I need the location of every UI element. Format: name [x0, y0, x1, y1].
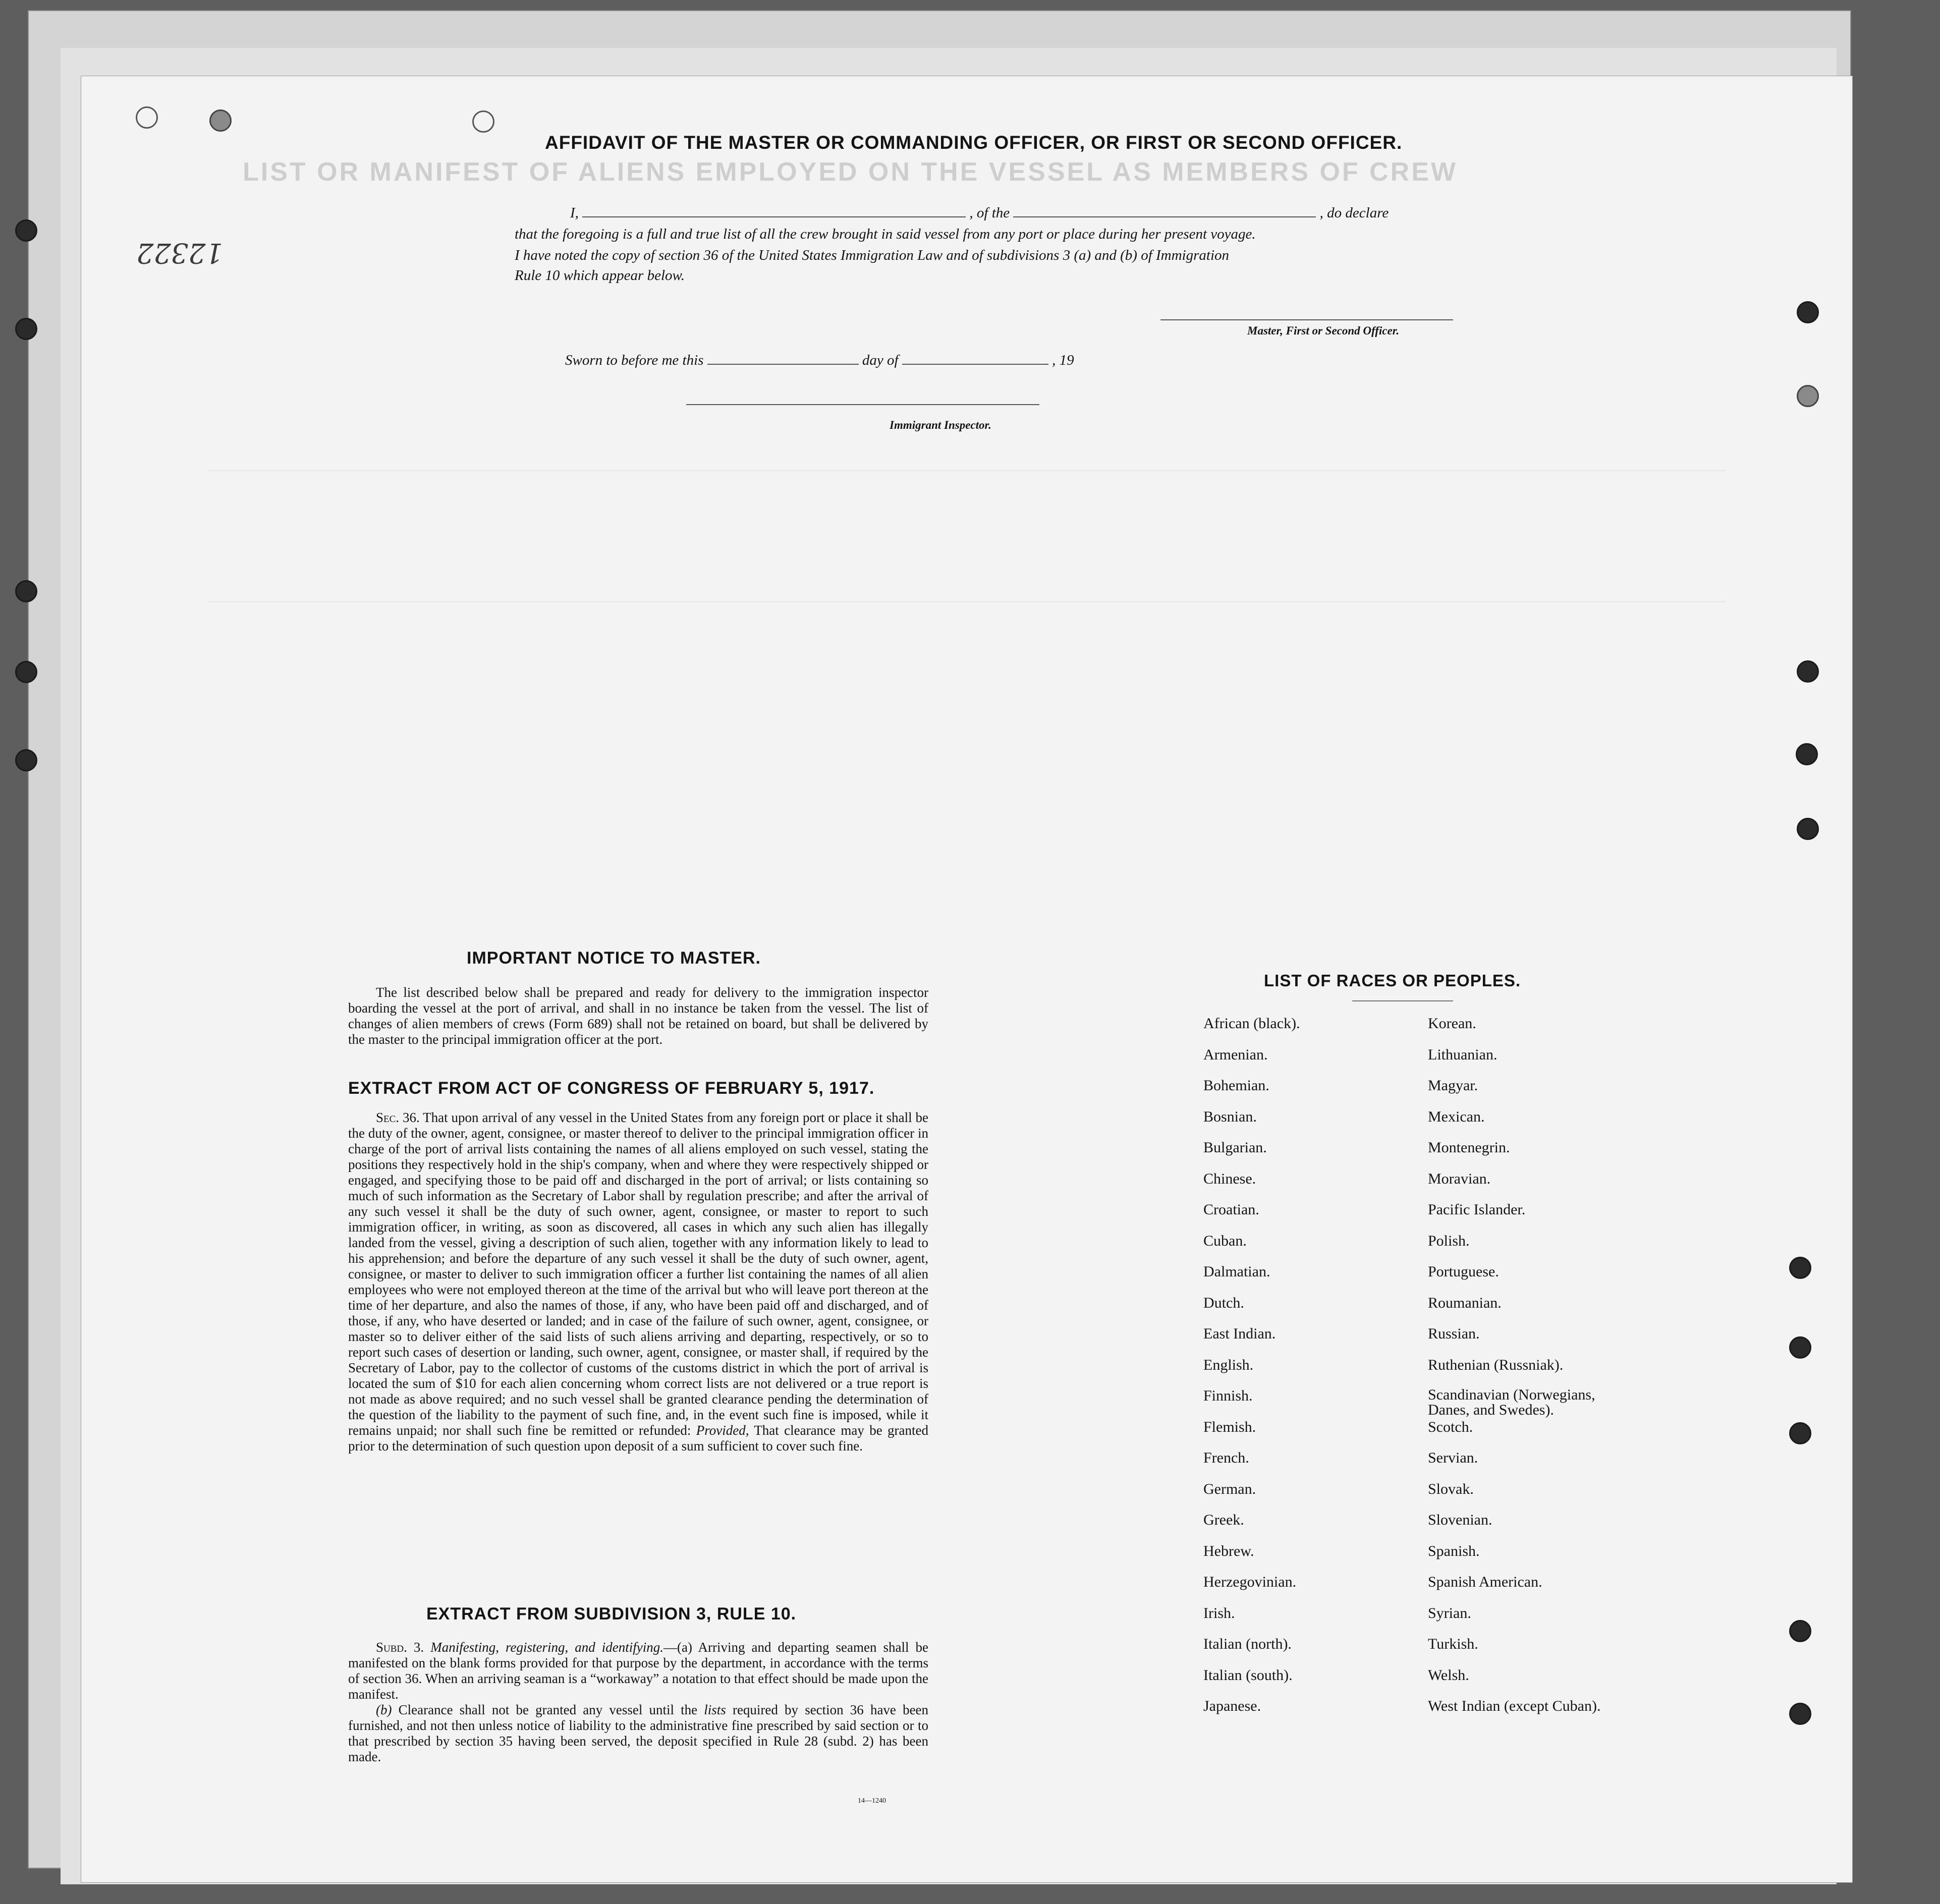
binder-hole-icon [15, 219, 37, 242]
race-item: Dalmatian. [1203, 1263, 1270, 1280]
paragraph-b-part2: required by section 36 have been furnished, and not then unless notice of liability to the administrative fine prescribed by said section or to that prescribed by section 35 having been served, the deposit specified in Rule 28 (subd. 2) has been made. [348, 1702, 929, 1764]
sworn-day-of: day of [862, 352, 899, 368]
ghost-rule [207, 601, 1726, 602]
race-item: Roumanian. [1428, 1294, 1502, 1311]
race-item: Syrian. [1428, 1604, 1471, 1621]
binder-hole-icon [1789, 1336, 1811, 1359]
race-item: Korean. [1428, 1015, 1476, 1032]
race-item: Mexican. [1428, 1108, 1485, 1125]
race-item: Bohemian. [1203, 1077, 1269, 1094]
binder-hole-icon [209, 109, 232, 132]
race-item: Polish. [1428, 1232, 1470, 1249]
race-item: Moravian. [1428, 1170, 1491, 1187]
paragraph-a: —(a) Arriving and departing seamen shall be manifested on the blank forms provided for that purpose by the department, in accordance with the terms of section 36. When an arriving seaman is a “workaway” a notation to that effect should be made upon the manifest. [348, 1640, 928, 1702]
binder-hole-icon [15, 318, 37, 340]
signature-line [1160, 319, 1453, 320]
race-item: Russian. [1428, 1325, 1480, 1342]
races-left-column [1203, 1015, 1300, 1729]
race-item: Servian. [1428, 1449, 1478, 1466]
race-item: German. [1203, 1480, 1256, 1497]
subdivision-label: Subd. 3. [376, 1640, 424, 1655]
master-caption: Master, First or Second Officer. [1247, 324, 1400, 337]
binder-hole-icon [1789, 1620, 1811, 1642]
form-number: 14—1240 [858, 1797, 886, 1805]
binder-hole-icon [1789, 1422, 1811, 1444]
race-item: Bosnian. [1203, 1108, 1257, 1125]
section-label: Sec. 36. [376, 1110, 420, 1125]
declaration-do-declare: , do declare [1319, 205, 1389, 221]
race-item: Slovak. [1428, 1480, 1474, 1497]
race-item: Bulgarian. [1203, 1139, 1267, 1156]
inspector-caption: Immigrant Inspector. [890, 419, 991, 431]
race-item: Hebrew. [1203, 1542, 1254, 1559]
vessel-blank [1013, 216, 1316, 217]
races-right-column [1428, 1015, 1640, 1729]
binder-hole-icon [1797, 818, 1819, 840]
inspector-line [686, 404, 1039, 405]
binder-hole-icon [1797, 301, 1819, 323]
race-item: Irish. [1203, 1604, 1235, 1621]
race-item: Chinese. [1203, 1170, 1256, 1187]
binder-hole-icon [1796, 743, 1818, 765]
race-item: Welsh. [1428, 1666, 1469, 1684]
subdivision-heading: Manifesting, registering, and identifying. [430, 1640, 663, 1655]
paragraph-b-part1: Clearance shall not be granted any vessel until the [398, 1702, 698, 1717]
binder-hole-icon [15, 661, 37, 683]
handwritten-number: 12322 [136, 237, 223, 269]
race-item: English. [1203, 1356, 1254, 1373]
race-item: African (black). [1203, 1015, 1300, 1032]
race-item: Spanish American. [1428, 1574, 1542, 1590]
race-item: French. [1203, 1449, 1249, 1466]
binder-hole-icon [1789, 1257, 1811, 1279]
notice-body [348, 985, 928, 1047]
notice-title: IMPORTANT NOTICE TO MASTER. [467, 948, 761, 968]
extract-rule-title: EXTRACT FROM SUBDIVISION 3, RULE 10. [426, 1604, 797, 1623]
binder-hole-icon [15, 749, 37, 771]
race-item: Slovenian. [1428, 1511, 1492, 1528]
race-item: Cuban. [1203, 1232, 1247, 1249]
month-blank [902, 363, 1048, 365]
binder-hole-icon [1797, 385, 1819, 407]
name-blank [582, 216, 966, 217]
race-item: Scotch. [1428, 1418, 1473, 1435]
race-item: Ruthenian (Russniak). [1428, 1356, 1564, 1373]
declaration-line-4: Rule 10 which appear below. [515, 267, 685, 284]
race-item: Flemish. [1203, 1418, 1256, 1435]
extract-act-body [348, 1110, 928, 1454]
race-item: Herzegovinian. [1203, 1574, 1297, 1590]
race-item: East Indian. [1203, 1325, 1276, 1342]
race-item: Dutch. [1203, 1294, 1244, 1311]
section-36-text-end: That clearance may be granted prior to the determination of such question upon deposit of a sum sufficient to cover such fine. [348, 1423, 928, 1453]
bleed-through-title: LIST OR MANIFEST OF ALIENS EMPLOYED ON THE VESSEL AS MEMBERS OF CREW [243, 157, 1458, 187]
extract-rule-body [348, 1640, 928, 1765]
ghost-rule [207, 470, 1726, 471]
race-item: Spanish. [1428, 1542, 1480, 1559]
race-item: Japanese. [1203, 1698, 1261, 1714]
day-blank [707, 363, 859, 365]
paragraph-b-label: (b) [376, 1702, 392, 1717]
declaration-i: I, [570, 205, 579, 221]
race-item: Greek. [1203, 1511, 1244, 1528]
race-item: Pacific Islander. [1428, 1201, 1526, 1218]
sworn-year: , 19 [1052, 352, 1074, 368]
race-item: Italian (north). [1203, 1636, 1292, 1652]
race-item: Armenian. [1203, 1046, 1268, 1063]
declaration-line-3: I have noted the copy of section 36 of the United States Immigration Law and of subdivisions 3 (a) and (b) of Immigration [515, 247, 1230, 263]
declaration-line-1 [570, 205, 1389, 221]
declaration-line-2: that the foregoing is a full and true list of all the crew brought in said vessel from any port or place during her present voyage. [515, 226, 1256, 242]
binder-hole-icon [136, 106, 158, 129]
binder-hole-icon [15, 580, 37, 602]
binder-hole-icon [472, 110, 494, 133]
sworn-line [565, 352, 1074, 369]
race-item: Magyar. [1428, 1077, 1478, 1094]
race-item: Italian (south). [1203, 1666, 1293, 1684]
race-item: Turkish. [1428, 1636, 1478, 1652]
race-item: Lithuanian. [1428, 1046, 1498, 1063]
extract-act-title: EXTRACT FROM ACT OF CONGRESS OF FEBRUARY 5, 1917. [348, 1079, 875, 1098]
race-item: Montenegrin. [1428, 1139, 1510, 1156]
lists-word: lists [704, 1702, 726, 1717]
affidavit-title: AFFIDAVIT OF THE MASTER OR COMMANDING OFFICER, OR FIRST OR SECOND OFFICER. [545, 132, 1403, 153]
race-item: Scandinavian (Norwegians, Danes, and Swedes). [1428, 1386, 1595, 1418]
race-item: Portuguese. [1428, 1263, 1499, 1280]
sworn-text: Sworn to before me this [565, 352, 704, 368]
notice-text: The list described below shall be prepared and ready for delivery to the immigration inspector boarding the vessel at the port of arrival, and shall in no instance be taken from the vessel. The list of changes of alien members of crews (Form 689) shall not be retained on board, but shall be delivered by the master to the principal immigration officer at the port. [348, 985, 928, 1047]
races-title: LIST OF RACES OR PEOPLES. [1264, 971, 1521, 990]
race-item: West Indian (except Cuban). [1428, 1698, 1601, 1714]
declaration-of-the: , of the [969, 205, 1010, 221]
binder-hole-icon [1789, 1703, 1811, 1725]
races-divider [1352, 1000, 1453, 1001]
race-item: Finnish. [1203, 1387, 1253, 1404]
section-36-text: That upon arrival of any vessel in the United States from any foreign port or place it shall be the duty of the owner, agent, consignee, or master thereof to deliver to the principal immigration officer in charge of the port of arrival lists containing the names of all aliens employed on such vessel, stating the positions they respectively hold in the ship's company, when and where they were respectively shipped or engaged, and specifying those to be paid off and discharged in the port of arrival; or lists containing so much of such information as the Secretary of Labor shall by regulation prescribe; and after the arrival of any such vessel it shall be the duty of such owner, agent, consignee, or master to report to such immigration officer, in writing, as soon as discovered, all cases in which any such alien has illegally landed from the vessel, giving a description of such alien, together with any information likely to lead to his apprehension; and before the departure of any such vessel it shall be the duty of such owner, agent, consignee, or master to deliver to such immigration officer a further list containing the names of all alien employees who were not employed thereon at the time of the arrival but who will leave port thereon at the time of her departure, and also the names of those, if any, who have been paid off and discharged, and of those, if any, who have deserted or landed; and in case of the failure of such owner, agent, consignee, or master so to deliver either of the said lists of such aliens arriving and departing, respectively, or so to report such cases of desertion or landing, such owner, agent, consignee, or master shall, if required by the Secretary of Labor, pay to the collector of customs of the customs district in which the port of arrival is located the sum of $10 for each alien concerning whom correct lists are not delivered or a true report is not made as above required; and no such vessel shall be granted clearance pending the determination of the question of the liability to the payment of such fine, and, in the event such fine is imposed, while it remains unpaid; nor shall such fine be remitted or refunded: [348, 1110, 928, 1438]
race-item: Croatian. [1203, 1201, 1259, 1218]
binder-hole-icon [1797, 660, 1819, 683]
provided-word: Provided, [696, 1423, 749, 1438]
